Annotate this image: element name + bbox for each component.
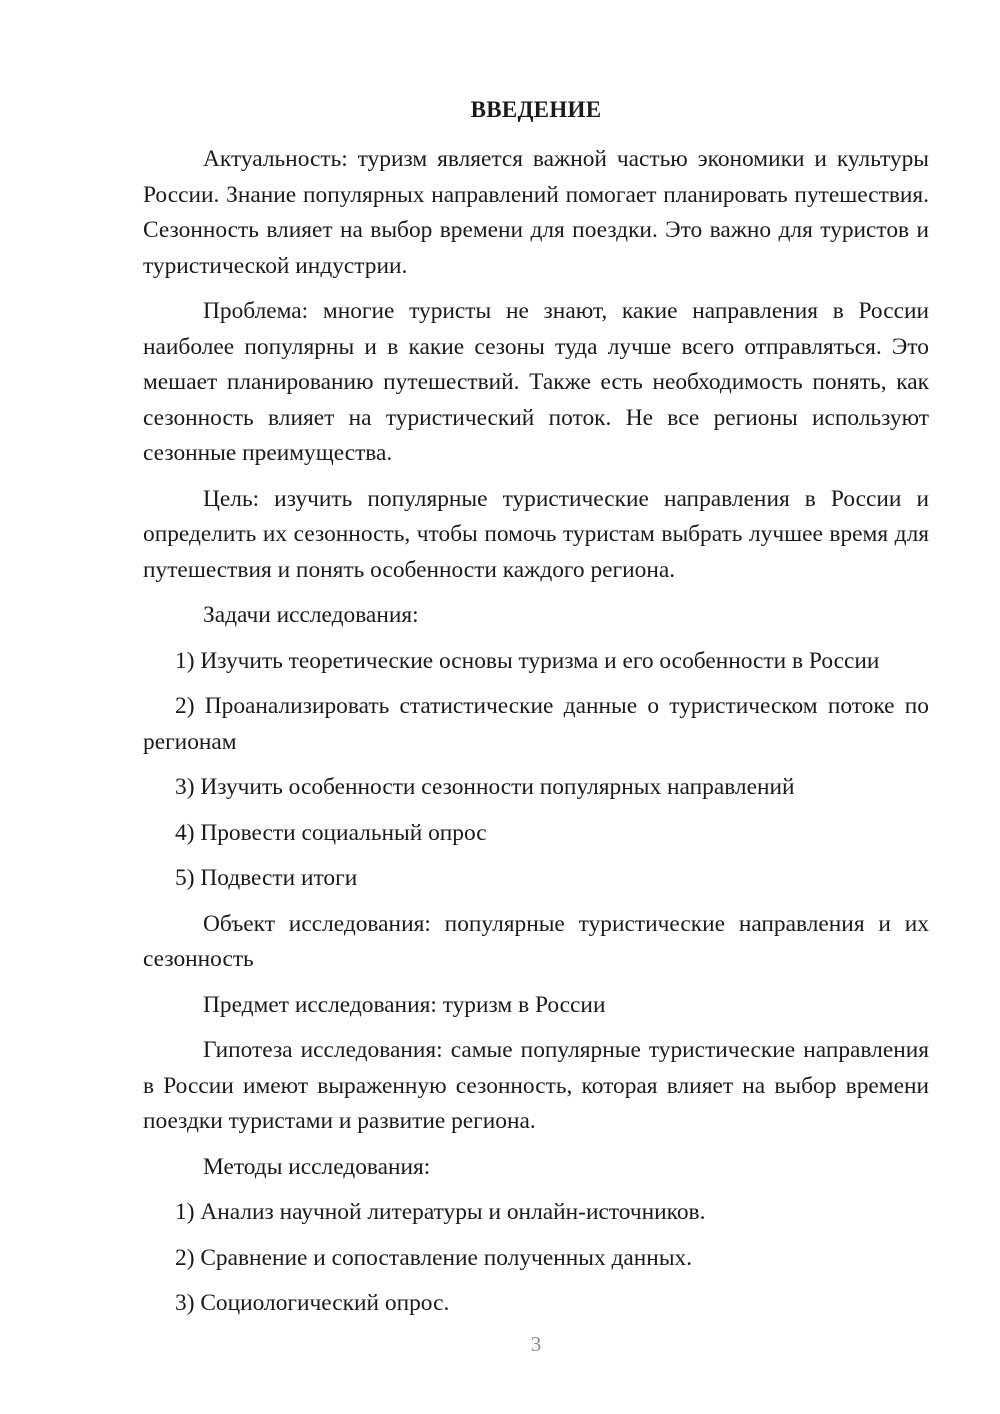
relevance-paragraph: Актуальность: туризм является важной частью экономики и культуры России. Знание популярных направлений помогает планировать путешествия. Сезонность влияет на выбор времени для поездки. Это важно для туристов и туристической индустрии. <box>143 146 929 279</box>
task-item: 2) Проанализировать статистические данные о туристическом потоке по регионам <box>143 693 929 755</box>
goal-paragraph: Цель: изучить популярные туристические направления в России и определить их сезонность, чтобы помочь туристам выбрать лучшее время для путешествия и понять особенности каждого региона. <box>143 485 929 583</box>
object-paragraph: Объект исследования: популярные туристические направления и их сезонность <box>143 910 929 972</box>
document-body <box>143 142 929 1332</box>
task-item: 1) Изучить теоретические основы туризма и его особенности в России <box>175 647 880 674</box>
method-item: 3) Социологический опрос. <box>175 1290 450 1316</box>
methods-heading: Методы исследования: <box>203 1153 431 1180</box>
page-number: 3 <box>530 1332 542 1356</box>
method-item: 1) Анализ научной литературы и онлайн-источников. <box>175 1199 706 1225</box>
task-item: 5) Подвести итоги <box>175 865 358 891</box>
hypothesis-paragraph: Гипотеза исследования: самые популярные туристические направления в России имеют выраженную сезонность, которая влияет на выбор времени поездки туристами и развитие региона. <box>143 1037 929 1134</box>
task-item: 4) Провести социальный опрос <box>175 819 487 846</box>
tasks-heading: Задачи исследования: <box>203 602 419 628</box>
method-item: 2) Сравнение и сопоставление полученных данных. <box>175 1244 693 1271</box>
subject-paragraph: Предмет исследования: туризм в России <box>203 991 606 1018</box>
task-item: 3) Изучить особенности сезонности популярных направлений <box>175 774 795 800</box>
problem-paragraph: Проблема: многие туристы не знают, какие направления в России наиболее популярны и в какие сезоны туда лучше всего отправляться. Это мешает планированию путешествий. Также есть необходимость понять, как сезонность влияет на туристический поток. Не все регионы используют сезонные преимущества. <box>143 298 929 466</box>
page-title: ВВЕДЕНИЕ <box>470 97 602 122</box>
